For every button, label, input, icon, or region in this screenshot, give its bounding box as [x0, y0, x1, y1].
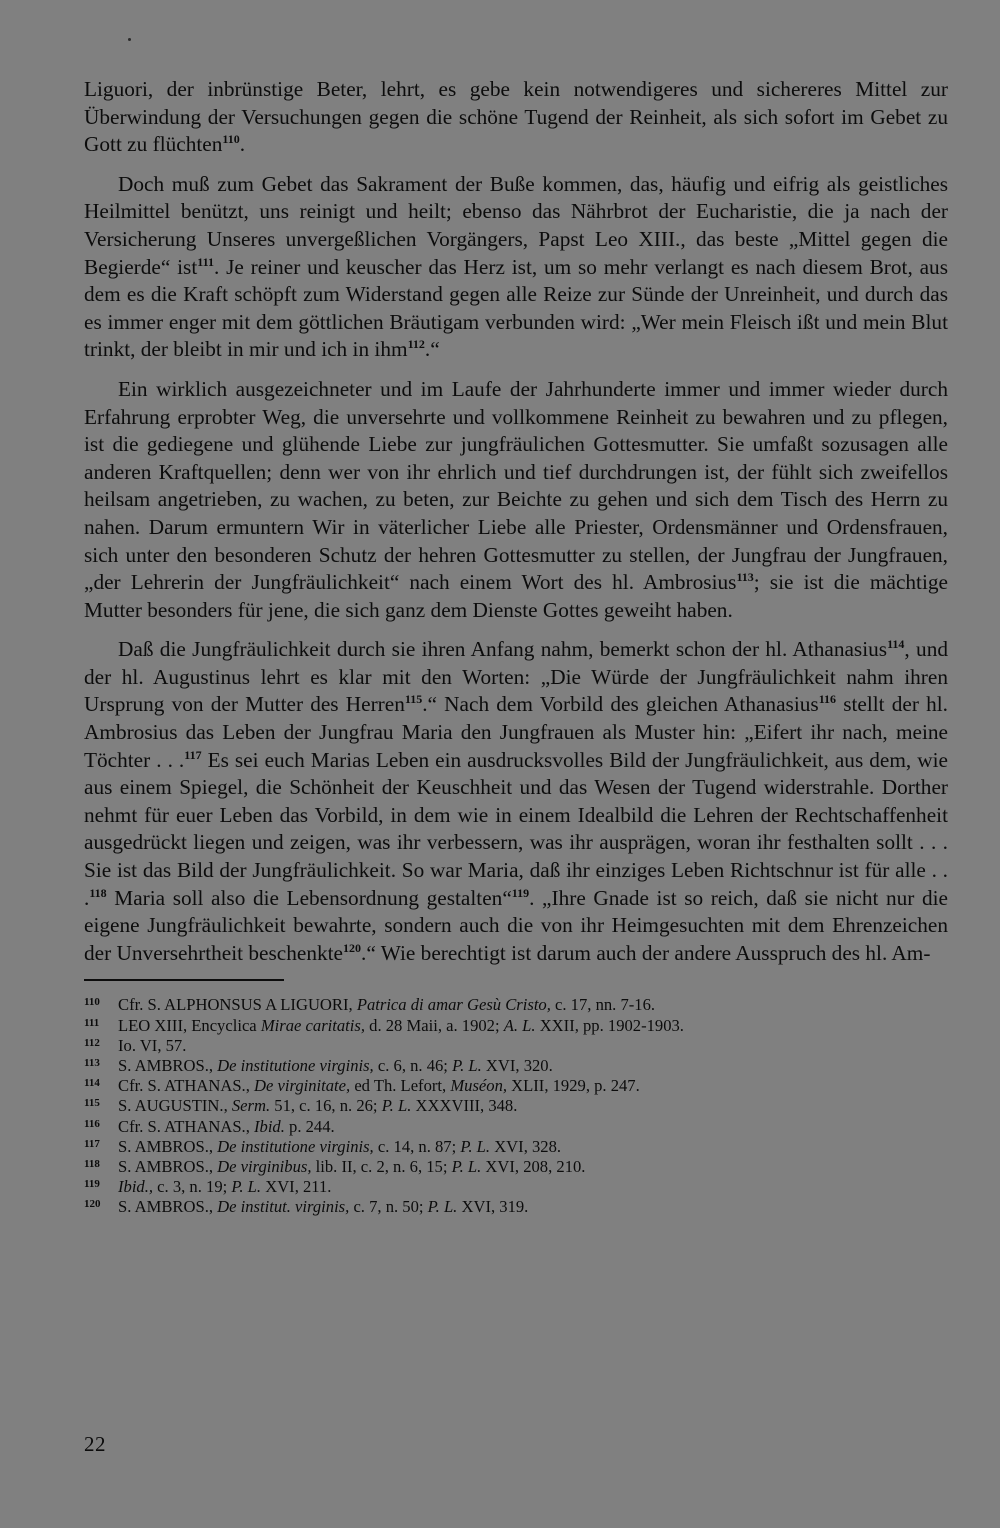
text-run: S. AMBROS.,: [118, 1157, 218, 1177]
text-run: S. AUGUSTIN.,: [118, 1096, 232, 1116]
paragraph: [84, 376, 948, 624]
text-run: Maria soll also die Lebensordnung gestalten“: [106, 885, 512, 910]
footnote-reference: 116: [818, 692, 837, 707]
text-run: .“: [424, 337, 440, 362]
footnote: 120 S. AMBROS., De institut. virginis, c. 7, n. 50; P. L. XVI, 319.: [84, 1197, 529, 1217]
text-run: c. 17, nn. 7-16.: [550, 995, 656, 1015]
text-run: Io. VI, 57.: [118, 1035, 187, 1055]
text-run: XXXVIII, 348.: [411, 1096, 518, 1116]
italic-title: Ibid.: [254, 1116, 285, 1136]
text-run: stellt der hl. Ambrosius das Leben der Jungfrau Maria den Jungfrauen als Muster hin: „Eifert ihr nach, meine Töchter . . .: [84, 692, 949, 772]
italic-title: P. L.: [460, 1136, 491, 1156]
text-run: Cfr. S. ATHANAS.,: [118, 1116, 254, 1136]
text-run: p. 244.: [284, 1116, 335, 1136]
text-run: Es sei euch Marias Leben ein ausdrucksvolles Bild der Jungfräulichkeit, aus dem, wie aus einem Spiegel, die Schönheit der Keuschheit und das Wesen der Tugend widerstrahle. Dorther nehmt für euer Leben das Vorbild, in dem wie in einem Idealbild die Lehren der Rechtschaffenheit ausgedrückt liegen und zeigen, was ihr verbessern, was ihr ausprägen, woran ihr festhalten sollt . . . Sie ist das Bild der Jungfräulichkeit. So war Maria, daß ihr einziges Leben Richtschnur ist für alle . . .: [84, 747, 949, 910]
text-run: . „Ihre Gnade ist so reich, daß sie nicht nur die eigene Jungfräulichkeit bewahrte, sondern auch die von ihr Heimgesuchten mit dem Ehrenzeichen der Unversehrtheit beschenkte: [84, 885, 948, 965]
italic-title: Muséon,: [450, 1076, 508, 1096]
italic-title: P. L.: [452, 1056, 482, 1076]
footnote-reference: 117: [184, 747, 202, 762]
text-run: Daß die Jungfräulichkeit durch sie ihren Anfang nahm, bemerkt schon der hl. Athanasius: [118, 637, 888, 662]
text-run: , und der hl. Augustinus lehrt es klar mit den Worten: „Die Würde der Jungfräulichkeit nahm ihren Ursprung von der Mutter des Herren: [84, 637, 949, 717]
footnote-reference: 115: [404, 692, 423, 707]
page-body: [84, 76, 948, 1218]
paragraph: [84, 76, 948, 159]
paragraph: [84, 171, 948, 364]
text-run: XLII, 1929, p. 247.: [507, 1076, 640, 1096]
italic-title: P. L.: [427, 1197, 458, 1217]
text-run: XVI, 208, 210.: [481, 1157, 586, 1177]
footnote-reference: 112: [407, 337, 425, 352]
italic-title: De institut. virginis,: [217, 1197, 350, 1217]
footnote: 112 Io. VI, 57.: [84, 1035, 187, 1055]
text-run: .: [239, 132, 246, 157]
italic-title: De virginibus,: [217, 1157, 312, 1177]
footnote: 115 S. AUGUSTIN., Serm. 51, c. 16, n. 26; P. L. XXXVIII, 348.: [84, 1096, 518, 1116]
paragraph: [84, 636, 948, 967]
page-number: 22: [84, 1432, 106, 1456]
text-run: .“ Nach dem Vorbild des gleichen Athanasius: [422, 692, 819, 717]
text-run: lib. II, c. 2, n. 6, 15;: [311, 1157, 452, 1177]
italic-title: A. L.: [503, 1015, 536, 1035]
italic-title: Mirae caritatis,: [260, 1015, 365, 1035]
text-run: Cfr. S. ATHANAS.,: [118, 1076, 254, 1096]
text-run: c. 7, n. 50;: [349, 1197, 428, 1217]
footnote: 113 S. AMBROS., De institutione virginis, c. 6, n. 46; P. L. XVI, 320.: [84, 1056, 553, 1076]
footnote: 117 S. AMBROS., De institutione virginis, c. 14, n. 87; P. L. XVI, 328.: [84, 1136, 562, 1156]
footnote-reference: 119: [511, 885, 530, 900]
text-run: XVI, 320.: [481, 1056, 553, 1076]
italic-title: P. L.: [381, 1096, 412, 1116]
text-run: Liguori, der inbrünstige Beter, lehrt, es gebe kein notwendigeres und sichereres Mittel zur Überwindung der Versuchungen gegen die schöne Tugend der Reinheit, als sich sofort im Gebet zu Gott zu flüchten: [84, 77, 948, 157]
footnote: 111 LEO XIII, Encyclica Mirae caritatis, d. 28 Maii, a. 1902; A. L. XXII, pp. 1902-1903.: [84, 1015, 684, 1035]
footnote-reference: 118: [89, 885, 107, 900]
text-run: XVI, 211.: [261, 1177, 332, 1197]
text-run: XXII, pp. 1902-1903.: [535, 1015, 684, 1035]
footnote-reference: 114: [887, 637, 905, 652]
text-run: XVI, 328.: [490, 1136, 562, 1156]
text-run: ; sie ist die mächtige Mutter besonders für jene, die sich ganz dem Dienste Gottes geweiht haben.: [84, 570, 948, 622]
footnote-reference: 120: [343, 940, 362, 955]
text-run: . Je reiner und keuscher das Herz ist, um so mehr verlangt es nach diesem Brot, aus dem es die Kraft schöpft zum Widerstand gegen alle Reize zur Sünde der Unreinheit, und durch das es immer enger mit dem göttlichen Bräutigam verbunden wird: „Wer mein Fleisch ißt und mein Blut trinkt, der bleibt in mir und ich in ihm: [84, 254, 948, 362]
text-run: Ein wirklich ausgezeichneter und im Laufe der Jahrhunderte immer und immer wieder durch Erfahrung erprobter Weg, die unversehrte und vollkommene Reinheit zu bewahren und zu pflegen, ist die gediegene und glühende Liebe zur jungfräulichen Gottesmutter. Sie umfaßt sozusagen alle anderen Kraftquellen; denn wer von ihr ehrlich und tief durchdrungen ist, der fühlt sich zweifellos heilsam angetrieben, zu wachen, zu beten, zur Beichte zu gehen und sich dem Tisch des Herrn zu nahen. Darum ermuntern Wir in väterlicher Liebe alle Priester, Ordensmänner und Ordensfrauen, sich unter den besonderen Schutz der hehren Gottesmutter zu stellen, der Jungfrau der Jungfrauen, „der Lehrerin der Jungfräulichkeit“ nach einem Wort des hl. Ambrosius: [84, 376, 948, 595]
footnote: 116 Cfr. S. ATHANAS., Ibid. p. 244.: [84, 1116, 335, 1136]
text-run: S. AMBROS.,: [118, 1197, 218, 1217]
text-run: Cfr. S. ALPHONSUS A LIGUORI,: [118, 995, 357, 1015]
text-run: Doch muß zum Gebet das Sakrament der Buße kommen, das, häufig und eifrig als geistliches Heilmittel benützt, uns reinigt und heilt; ebenso das Nährbrot der Eucharistie, die ja nach der Versicherung Unseres unvergeßlichen Vorgängers, Papst Leo XIII., das beste „Mittel gegen die Begierde“ ist: [84, 171, 948, 279]
footnote: 110 Cfr. S. ALPHONSUS A LIGUORI, Patrica di amar Gesù Cristo, c. 17, nn. 7-16.: [84, 995, 656, 1015]
footnote-reference: 110: [222, 132, 240, 147]
footnote-reference: 113: [736, 570, 754, 585]
italic-title: De virginitate,: [254, 1076, 351, 1096]
italic-title: Ibid.,: [118, 1177, 154, 1197]
italic-title: P. L.: [451, 1157, 482, 1177]
speck-mark: [128, 38, 131, 41]
footnotes: [84, 995, 948, 1217]
footnote: 118 S. AMBROS., De virginibus, lib. II, c. 2, n. 6, 15; P. L. XVI, 208, 210.: [84, 1157, 586, 1177]
footnote-rule: [84, 979, 284, 981]
main-text: [84, 76, 948, 967]
footnote: 114 Cfr. S. ATHANAS., De virginitate, ed Th. Lefort, Muséon, XLII, 1929, p. 247.: [84, 1076, 640, 1096]
text-run: XVI, 319.: [457, 1197, 529, 1217]
italic-title: Patrica di amar Gesù Cristo,: [356, 995, 551, 1015]
text-run: c. 14, n. 87;: [373, 1136, 461, 1156]
italic-title: Serm.: [231, 1096, 271, 1116]
footnote: 119 Ibid., c. 3, n. 19; P. L. XVI, 211.: [84, 1177, 332, 1197]
text-run: d. 28 Maii, a. 1902;: [365, 1015, 504, 1035]
text-run: LEO XIII, Encyclica: [118, 1015, 261, 1035]
text-run: c. 6, n. 46;: [373, 1056, 453, 1076]
text-run: c. 3, n. 19;: [153, 1177, 232, 1197]
text-run: .“ Wie berechtigt ist darum auch der andere Ausspruch des hl. Am-: [361, 940, 931, 965]
italic-title: De institutione virginis,: [217, 1056, 374, 1076]
footnote-reference: 111: [197, 254, 214, 269]
text-run: S. AMBROS.,: [118, 1136, 218, 1156]
text-run: ed Th. Lefort,: [350, 1076, 451, 1096]
italic-title: P. L.: [231, 1177, 262, 1197]
text-run: 51, c. 16, n. 26;: [270, 1096, 382, 1116]
italic-title: De institutione virginis,: [217, 1136, 374, 1156]
text-run: S. AMBROS.,: [118, 1056, 218, 1076]
